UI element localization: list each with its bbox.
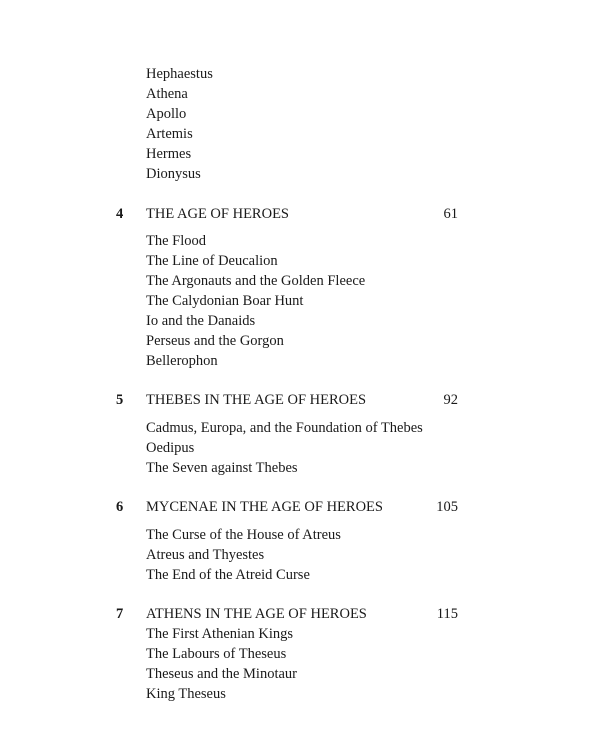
- toc-entry: The Seven against Thebes: [146, 460, 298, 476]
- chapter-title: THEBES IN THE AGE OF HEROES: [146, 392, 367, 408]
- chapter-title: ATHENS IN THE AGE OF HEROES: [146, 606, 367, 622]
- toc-entry: Hermes: [146, 146, 192, 162]
- toc-entry: Bellerophon: [146, 353, 218, 369]
- toc-entry: Hephaestus: [146, 66, 213, 82]
- chapter-page-number: 92: [443, 392, 458, 408]
- chapter-title: MYCENAE IN THE AGE OF HEROES: [146, 499, 383, 515]
- toc-entry: Theseus and the Minotaur: [146, 666, 298, 682]
- toc-entry: Atreus and Thyestes: [146, 547, 265, 563]
- chapter-number: 4: [116, 206, 124, 222]
- toc-entry: Perseus and the Gorgon: [146, 333, 284, 349]
- toc-entry: The Curse of the House of Atreus: [146, 527, 341, 543]
- toc-entry: The Labours of Theseus: [146, 646, 287, 662]
- toc-entry: Cadmus, Europa, and the Foundation of Thebes: [146, 420, 423, 436]
- toc-entry: The Argonauts and the Golden Fleece: [146, 273, 366, 289]
- chapter-number: 7: [116, 606, 124, 622]
- chapter-page-number: 115: [436, 606, 458, 622]
- toc-entry: Apollo: [146, 106, 187, 122]
- chapter-number: 5: [116, 392, 124, 408]
- toc-entry: King Theseus: [146, 686, 226, 702]
- toc-entry: Io and the Danaids: [146, 313, 256, 329]
- toc-entry: Athena: [146, 86, 188, 102]
- toc-entry: The Line of Deucalion: [146, 253, 278, 269]
- chapter-title: THE AGE OF HEROES: [146, 206, 289, 222]
- toc-entry: Dionysus: [146, 166, 201, 182]
- chapter-page-number: 61: [443, 206, 458, 222]
- toc-entry: The Calydonian Boar Hunt: [146, 293, 304, 309]
- chapter-number: 6: [116, 499, 124, 515]
- toc-entry: Artemis: [146, 126, 193, 142]
- toc-entry: The Flood: [146, 233, 207, 249]
- toc-entry: Oedipus: [146, 440, 195, 456]
- toc-entry: The End of the Atreid Curse: [146, 567, 310, 583]
- chapter-page-number: 105: [436, 499, 458, 515]
- toc-entry: The First Athenian Kings: [146, 626, 294, 642]
